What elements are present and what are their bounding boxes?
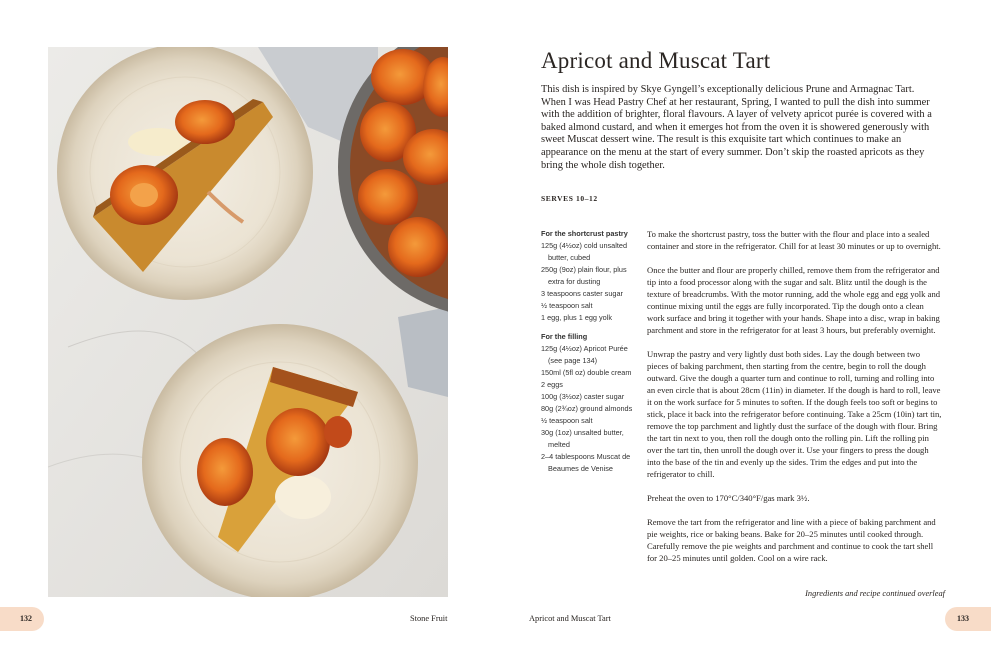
section-name: Stone Fruit xyxy=(410,614,448,623)
method-step: Remove the tart from the refrigerator and line with a piece of baking parchment and pie weights, rice or baking beans. Bake for 20–25 minutes until cooked through. Carefully remove the pie weights and parchment and continue to cook the tart shell for 20–25 minutes until golden. Cool on a wire rack. xyxy=(647,517,936,563)
ingredient-item: 3 teaspoons caster sugar xyxy=(541,289,623,298)
page-number-left: 132 xyxy=(0,607,44,631)
plate-bottom xyxy=(142,324,418,597)
running-title: Apricot and Muscat Tart xyxy=(529,614,611,623)
recipe-intro: This dish is inspired by Skye Gyngell’s exceptionally delicious Prune and Armagnac Tart. When I was Head Pastry Chef at her restaurant, Spring, I wanted to pull the dish into summer with the addition of brighter, floral flavours. A layer of velvety apricot purée is covered with a baked almond custard, and when it emerges hot from the oven it is showered generously with sweet Muscat dessert wine. The result is this exquisite tart which continues to make an appearance on the menu at the start of every summer. Don’t skip the roasted apricots as they bring the whole dish together. xyxy=(541,84,932,171)
recipe-title: Apricot and Muscat Tart xyxy=(541,48,771,73)
ingredient-item: 100g (3½oz) caster sugar xyxy=(541,392,625,401)
continued-overleaf-note: Ingredients and recipe continued overleaf xyxy=(805,589,945,598)
ingredient-group-filling xyxy=(541,331,641,475)
ingredient-item: 150ml (5fl oz) double cream xyxy=(541,368,632,377)
ingredient-item: ½ teaspoon salt xyxy=(541,416,593,425)
ingredients-list xyxy=(541,228,641,482)
ingredient-item: 1 egg, plus 1 egg yolk xyxy=(541,313,612,322)
ingredient-group-heading: For the filling xyxy=(541,332,588,341)
ingredient-group-heading: For the shortcrust pastry xyxy=(541,229,628,238)
ingredient-item: 250g (9oz) plain flour, plus extra for dusting xyxy=(541,265,627,286)
method-step: Once the butter and flour are properly chilled, remove them from the refrigerator and tip into a food processor along with the sugar and salt. Blitz until the dough is the texture of breadcrumbs. With the motor running, add the whole egg and egg yolk and continue mixing until the eggs are fully incorporated. Tip the dough onto a clean work surface and bring it together with your hands. Shape into a disc, wrap in baking parchment and store in the refrigerator for at least 3 hours, but preferably overnight. xyxy=(647,265,941,335)
method-step: Preheat the oven to 170°C/340°F/gas mark 3½. xyxy=(647,493,810,503)
ingredient-group-pastry xyxy=(541,228,641,324)
recipe-photo xyxy=(48,47,448,597)
ingredient-item: 125g (4½oz) Apricot Purée (see page 134) xyxy=(541,344,628,365)
ingredient-item: 2–4 tablespoons Muscat de Beaumes de Venise xyxy=(541,452,631,473)
page-number-right: 133 xyxy=(945,607,991,631)
method-step: To make the shortcrust pastry, toss the butter with the flour and place into a sealed container and store in the refrigerator. Chill for at least 30 minutes or up to overnight. xyxy=(647,229,941,251)
ingredient-item: 2 eggs xyxy=(541,380,563,389)
ingredient-item: 80g (2¾oz) ground almonds xyxy=(541,404,633,413)
method-steps xyxy=(647,228,943,576)
ingredient-item: ½ teaspoon salt xyxy=(541,301,593,310)
serves-label: SERVES 10–12 xyxy=(541,194,598,203)
plate-top xyxy=(57,47,313,300)
ingredient-item: 125g (4½oz) cold unsalted butter, cubed xyxy=(541,241,627,262)
tart-photo-illustration xyxy=(48,47,448,597)
method-step: Unwrap the pastry and very lightly dust both sides. Lay the dough between two pieces of baking parchment, then starting from the centre, begin to roll the dough outward. Give the dough a quarter turn and continue to roll, turning and rolling into an even circle that is about 28cm (11in) in diameter. If the dough is hard to roll, leave it on the work surface for 5 minutes to soften. If the dough feels too soft or begins to stick, place it back into the refrigerator before continuing. Take a 25cm (10in) tart tin, remove the top parchment and lightly dust the surface of the dough with flour. Bring the tart tin next to you, then roll the dough onto the rolling pin. Lift the rolling pin over the tart tin, then unroll the dough over it. Use your fingers to press the dough into the base of the tin and evenly up the sides. Trim the edges and put into the refrigerator to chill. xyxy=(647,349,942,479)
ingredient-item: 30g (1oz) unsalted butter, melted xyxy=(541,428,624,449)
